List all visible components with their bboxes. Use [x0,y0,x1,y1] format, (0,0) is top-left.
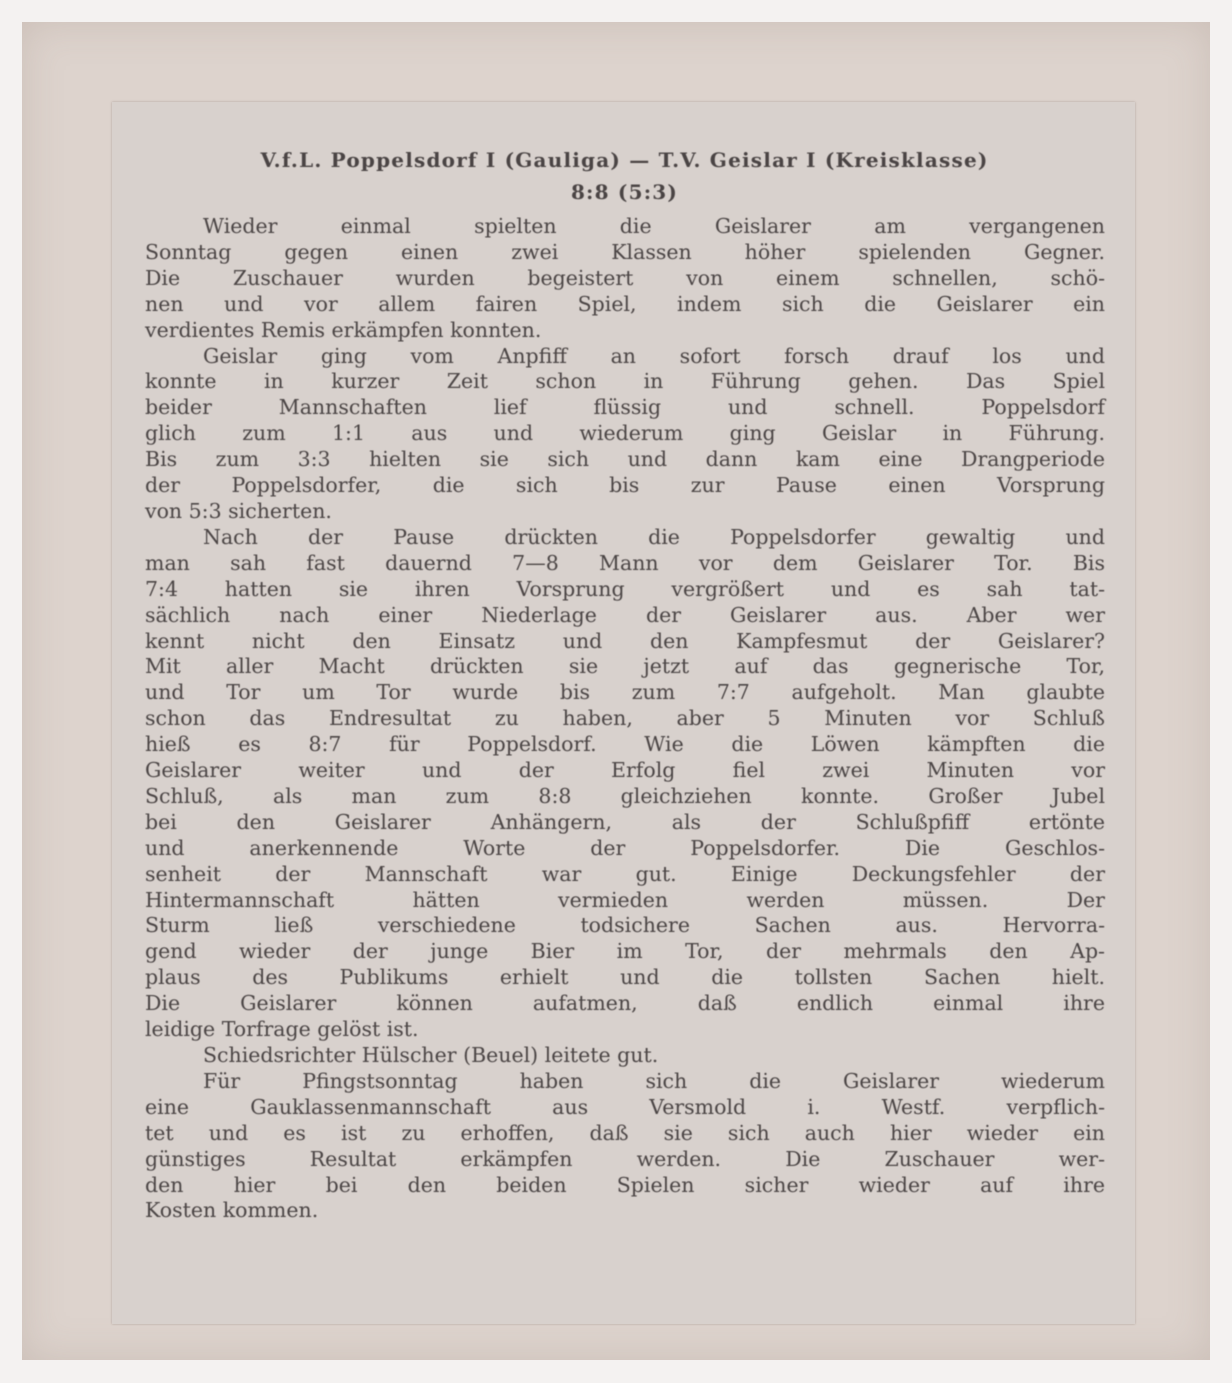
article-line: Nach der Pause drückten die Poppelsdorfer gewaltig und [203,524,1105,549]
article-line: plaus des Publikums erhielt und die tollsten Sachen hielt. [145,965,1105,990]
article-line: von 5:3 sicherten. [145,498,332,523]
article-line: 7:4 hatten sie ihren Vorsprung vergrößert und es sah tat- [145,576,1105,601]
article-line: kennt nicht den Einsatz und den Kampfesmut der Geislarer? [145,628,1105,653]
article-line: gend wieder der junge Bier im Tor, der mehrmals den Ap- [145,939,1105,964]
article-line: beider Mannschaften lief flüssig und schnell. Poppelsdorf [145,395,1105,420]
article-line: Mit aller Macht drückten sie jetzt auf das gegnerische Tor, [145,654,1105,679]
article-line: Geislar ging vom Anpfiff an sofort forsch drauf los und [203,343,1105,368]
article-line: tet und es ist zu erhoffen, daß sie sich auch hier wieder ein [145,1120,1105,1145]
article-line: Die Zuschauer wurden begeistert von einem schnellen, schö- [145,265,1105,290]
article-line: günstiges Resultat erkämpfen werden. Die Zuschauer wer- [145,1146,1105,1171]
article-headline [142,144,1107,208]
article-line: sächlich nach einer Niederlage der Geislarer aus. Aber wer [145,602,1105,627]
article-line: den hier bei den beiden Spielen sicher wieder auf ihre [145,1172,1105,1197]
article-line: Für Pfingstsonntag haben sich die Geislarer wiederum [203,1068,1105,1093]
article-line: glich zum 1:1 aus und wiederum ging Geislar in Führung. [145,421,1105,446]
article-line: leidige Torfrage gelöst ist. [145,1017,419,1042]
article-line: konnte in kurzer Zeit schon in Führung gehen. Das Spiel [145,369,1105,394]
article-line: Die Geislarer können aufatmen, daß endlich einmal ihre [145,991,1105,1016]
article-line: nen und vor allem fairen Spiel, indem sich die Geislarer ein [145,291,1105,316]
article-line: Kosten kommen. [145,1198,319,1223]
article-line: Schiedsrichter Hülscher (Beuel) leitete gut. [203,1043,659,1067]
article-line: und anerkennende Worte der Poppelsdorfer. Die Geschlos- [145,835,1105,860]
article-line: hieß es 8:7 für Poppelsdorf. Wie die Löwen kämpften die [145,732,1105,757]
newspaper-clipping [112,102,1135,1324]
article-line: und Tor um Tor wurde bis zum 7:7 aufgeholt. Man glaubte [145,680,1105,705]
article-line: der Poppelsdorfer, die sich bis zur Pause einen Vorsprung [145,473,1105,498]
headline-title: V.f.L. Poppelsdorf I (Gauliga) — T.V. Geislar I (Kreisklasse) [260,148,989,172]
article-line: Wieder einmal spielten die Geislarer am vergangenen [203,214,1105,238]
headline-score: 8:8 (5:3) [570,180,679,204]
article-body [145,214,1105,1224]
article-line: Schluß, als man zum 8:8 gleichziehen konnte. Großer Jubel [145,783,1105,808]
article-line: bei den Geislarer Anhängern, als der Schlußpfiff ertönte [145,809,1105,834]
article-line: Bis zum 3:3 hielten sie sich und dann kam eine Drangperiode [145,447,1105,472]
article-line: Sturm ließ verschiedene todsichere Sachen aus. Hervorra- [145,913,1105,938]
article-line: Geislarer weiter und der Erfolg fiel zwei Minuten vor [145,758,1105,783]
article-line: eine Gauklassenmannschaft aus Versmold i. Westf. verpflich- [145,1094,1105,1119]
article-line: Sonntag gegen einen zwei Klassen höher spielenden Gegner. [145,239,1105,264]
article-line: man sah fast dauernd 7—8 Mann vor dem Geislarer Tor. Bis [145,550,1105,575]
article-line: verdientes Remis erkämpfen konnten. [145,317,542,342]
article-line: senheit der Mannschaft war gut. Einige Deckungsfehler der [145,861,1105,886]
article-line: Hintermannschaft hätten vermieden werden müssen. Der [145,887,1105,912]
article-line: schon das Endresultat zu haben, aber 5 Minuten vor Schluß [145,706,1105,731]
